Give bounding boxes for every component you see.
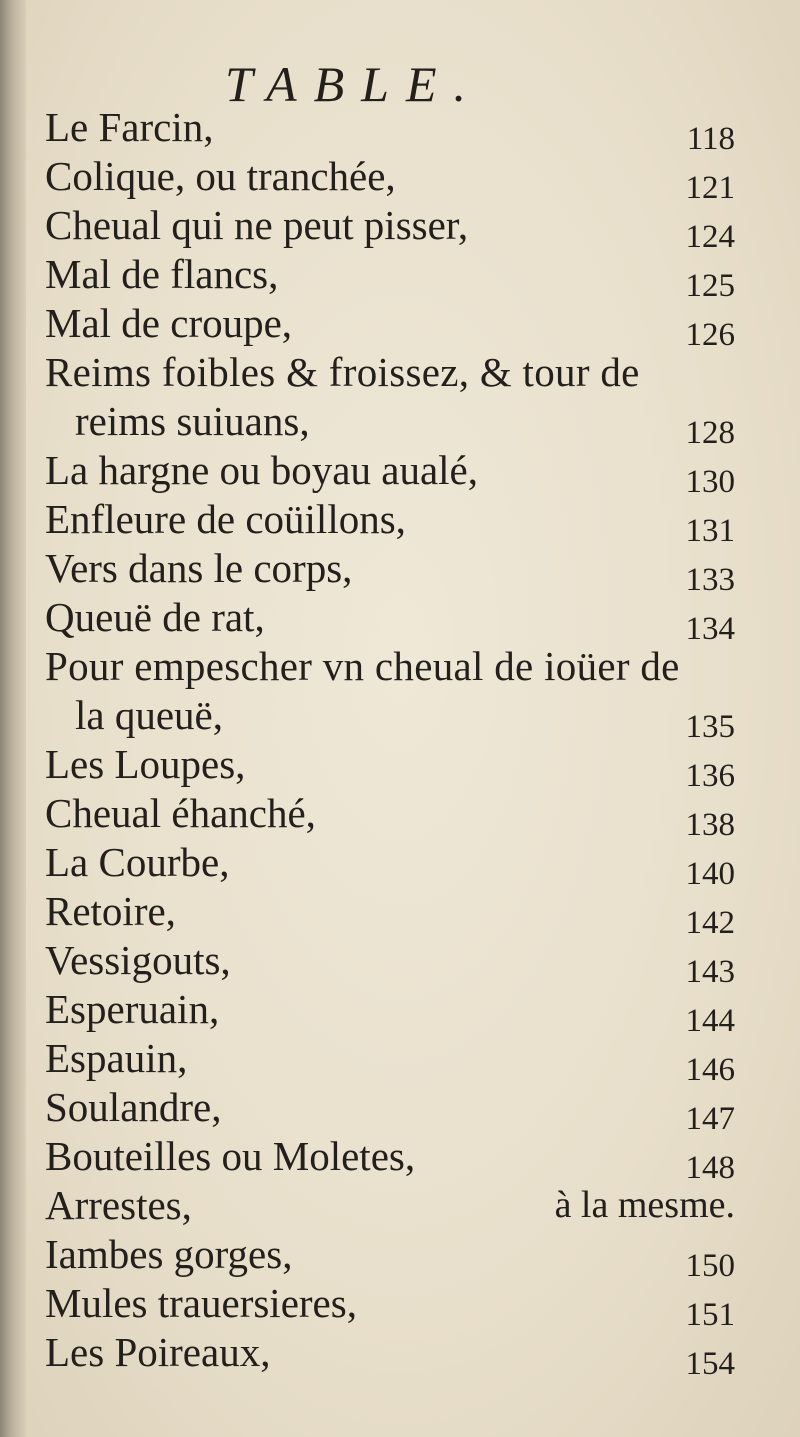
entry-title-continuation: reims suiuans,: [75, 398, 310, 444]
page-header: TABLE.: [225, 56, 484, 112]
entry-page-number: 135: [685, 709, 735, 745]
entry-title: Mal de flancs,: [45, 251, 279, 297]
entry-page-reference: à la mesme.: [554, 1184, 735, 1226]
entry-title: Mules trauersieres,: [45, 1280, 357, 1326]
entry-title: Cheual éhanché,: [45, 790, 316, 836]
entry-title: Les Poireaux,: [45, 1329, 271, 1375]
entry-title: Soulandre,: [45, 1084, 222, 1130]
toc-entry: [45, 1279, 745, 1333]
toc-entry: [45, 152, 745, 206]
entry-page-number: 130: [685, 464, 735, 500]
entry-title: Arrestes,: [45, 1182, 192, 1228]
entry-title: Les Loupes,: [45, 741, 246, 787]
entry-page-number: 133: [685, 562, 735, 598]
entry-title: Mal de croupe,: [45, 300, 293, 346]
entry-title: Enfleure de coüillons,: [45, 496, 406, 542]
entry-page-number: 148: [685, 1150, 735, 1186]
entry-page-number: 118: [686, 121, 735, 157]
entry-page-number: 126: [685, 317, 735, 353]
toc-entry: [45, 103, 745, 157]
entry-title: Cheual qui ne peut pisser,: [45, 202, 469, 248]
toc-entry: [45, 299, 745, 353]
entry-page-number: 125: [685, 268, 735, 304]
entry-title-continuation: la queuë,: [75, 692, 223, 738]
entry-title: La hargne ou boyau aualé,: [45, 447, 478, 493]
entry-page-number: 138: [685, 807, 735, 843]
entry-title: Iambes gorges,: [45, 1231, 293, 1277]
toc-entry: [45, 1328, 745, 1382]
entry-page-number: 151: [685, 1297, 735, 1333]
toc-entry: [45, 1132, 745, 1186]
toc-entry: [45, 446, 745, 500]
entry-page-number: 131: [685, 513, 735, 549]
entry-title: Reims foibles & froissez, & tour de: [45, 349, 640, 395]
entry-page-number: 150: [685, 1248, 735, 1284]
entry-page-number: 144: [685, 1003, 735, 1039]
toc-entry: [45, 1230, 745, 1284]
toc-entry: [45, 1034, 745, 1088]
toc-entry: [45, 740, 745, 794]
toc-entry: [45, 593, 745, 647]
toc-entry: [45, 838, 745, 892]
entry-page-number: 147: [685, 1101, 735, 1137]
entry-title: Esperuain,: [45, 986, 220, 1032]
entry-page-number: 134: [685, 611, 735, 647]
entry-title: Colique, ou tranchée,: [45, 153, 396, 199]
toc-entry: [45, 495, 745, 549]
table-of-contents: [45, 103, 745, 1382]
toc-entry: [45, 348, 745, 451]
entry-title: Retoire,: [45, 888, 176, 934]
entry-page-number: 121: [685, 170, 735, 206]
entry-title: Vers dans le corps,: [45, 545, 353, 591]
page-binding-shadow: [0, 0, 26, 1437]
toc-entry: [45, 936, 745, 990]
entry-page-number: 142: [685, 905, 735, 941]
toc-entry: [45, 1083, 745, 1137]
toc-entry: [45, 201, 745, 255]
entry-page-number: 136: [685, 758, 735, 794]
entry-page-number: 146: [685, 1052, 735, 1088]
entry-title: Vessigouts,: [45, 937, 231, 983]
toc-entry: [45, 789, 745, 843]
entry-title: Pour empescher vn cheual de ioüer de: [45, 643, 680, 689]
entry-page-number: 140: [685, 856, 735, 892]
entry-page-number: 143: [685, 954, 735, 990]
entry-title: La Courbe,: [45, 839, 230, 885]
entry-page-number: 154: [685, 1346, 735, 1382]
entry-page-number: 128: [685, 415, 735, 451]
toc-entry: [45, 642, 745, 745]
toc-entry: [45, 544, 745, 598]
entry-title: Queuë de rat,: [45, 594, 265, 640]
entry-title: Bouteilles ou Moletes,: [45, 1133, 416, 1179]
toc-entry: [45, 250, 745, 304]
entry-page-number: 124: [685, 219, 735, 255]
toc-entry: [45, 1181, 745, 1230]
toc-entry: [45, 985, 745, 1039]
toc-entry: [45, 887, 745, 941]
entry-title: Le Farcin,: [45, 104, 214, 150]
entry-title: Espauin,: [45, 1035, 188, 1081]
